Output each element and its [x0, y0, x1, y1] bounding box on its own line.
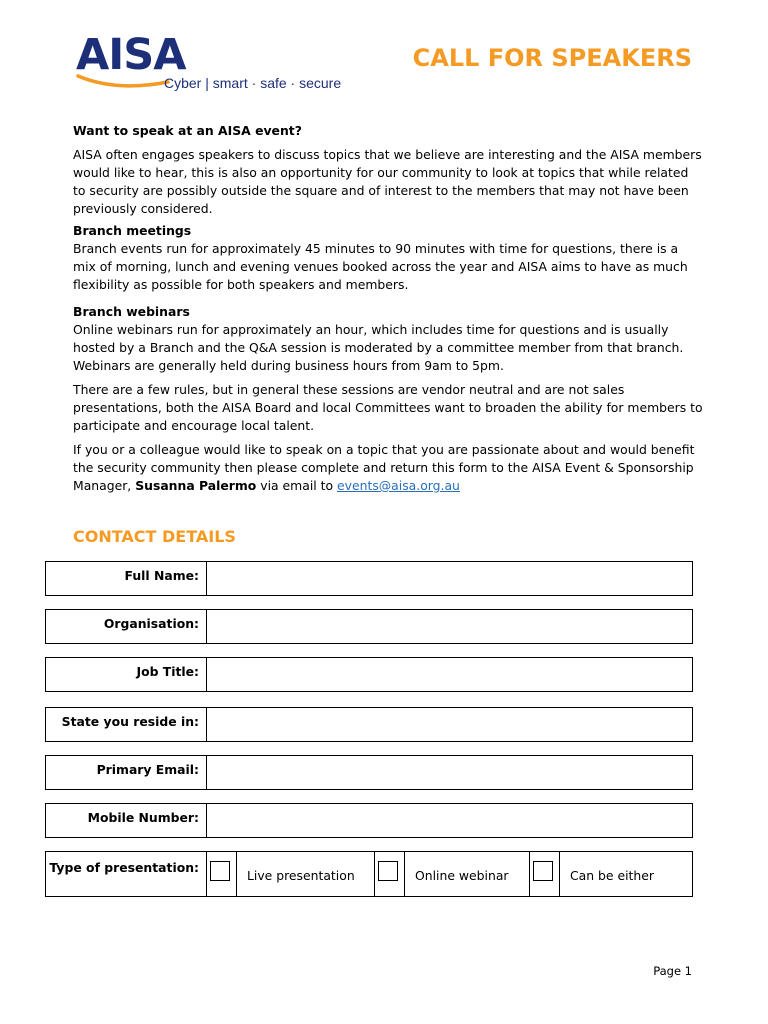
- can-be-either-label: Can be either: [570, 868, 654, 883]
- branch-webinars-text: Online webinars run for approximately an hour, which includes time for questions and is usually hosted by a Branch and the Q&A session is moderated by a committee member from that branch. Webinars are generally held during business hours from 9am to 5pm.: [73, 322, 684, 373]
- job-title-field[interactable]: [207, 658, 692, 691]
- intro-heading: Want to speak at an AISA event?: [73, 123, 302, 138]
- full-name-row: [45, 561, 693, 596]
- can-be-either-checkbox[interactable]: [533, 861, 553, 881]
- state-label: State you reside in:: [46, 708, 207, 741]
- either-option-cell: [530, 852, 560, 896]
- state-row: [45, 707, 693, 742]
- job-title-label: Job Title:: [46, 658, 207, 691]
- organisation-label: Organisation:: [46, 610, 207, 643]
- webinar-option-cell: [375, 852, 405, 896]
- organisation-row: [45, 609, 693, 644]
- presentation-type-row: [45, 851, 693, 897]
- logo-tagline: Cyber | smart · safe · secure: [164, 75, 342, 91]
- rules-paragraph: There are a few rules, but in general these sessions are vendor neutral and are not sales presentations, both the AISA Board and local Committees want to broaden the ability for members to participate and encourage local talent.: [73, 382, 703, 433]
- mobile-field[interactable]: [207, 804, 692, 837]
- email-label: Primary Email:: [46, 756, 207, 789]
- job-title-row: [45, 657, 693, 692]
- organisation-field[interactable]: [207, 610, 692, 643]
- closing-text-before: If you or a colleague would like to speak on a topic that you are passionate about and would benefit the security community then please complete and return this form to the AISA Event & Sponsorship Manager,: [73, 442, 695, 493]
- closing-paragraph: [73, 441, 703, 495]
- online-webinar-label: Online webinar: [405, 852, 530, 896]
- online-webinar-checkbox[interactable]: [378, 861, 398, 881]
- presentation-options: [207, 852, 692, 896]
- intro-paragraph: AISA often engages speakers to discuss topics that we believe are interesting and the AISA members would like to hear, this is also an opportunity for our community to look at topics that while related to security are possibly outside the square and of interest to the members that may not have been previously considered.: [73, 147, 702, 216]
- email-row: [45, 755, 693, 790]
- page-title: CALL FOR SPEAKERS: [412, 44, 692, 72]
- live-presentation-label: Live presentation: [237, 852, 375, 896]
- contact-name: Susanna Palermo: [135, 478, 257, 493]
- email-link[interactable]: events@aisa.org.au: [337, 478, 460, 493]
- mobile-row: [45, 803, 693, 838]
- branch-meetings-heading: Branch meetings: [73, 223, 192, 238]
- state-field[interactable]: [207, 708, 692, 741]
- presentation-type-label: Type of presentation:: [46, 852, 207, 896]
- live-option-cell: [207, 852, 237, 896]
- branch-meetings-text: Branch events run for approximately 45 minutes to 90 minutes with time for questions, there is a mix of morning, lunch and evening venues booked across the year and AISA aims to have as much flexibility as possible for both speakers and members.: [73, 241, 688, 292]
- page-number: Page 1: [653, 964, 692, 978]
- intro-text: [73, 122, 703, 501]
- full-name-field[interactable]: [207, 562, 692, 595]
- logo-wordmark: AISA: [76, 30, 186, 80]
- mobile-label: Mobile Number:: [46, 804, 207, 837]
- contact-details-title: CONTACT DETAILS: [73, 527, 236, 546]
- live-presentation-checkbox[interactable]: [210, 861, 230, 881]
- aisa-logo: [76, 32, 366, 94]
- closing-text-mid: via email to: [256, 478, 338, 493]
- branch-webinars-heading: Branch webinars: [73, 304, 190, 319]
- full-name-label: Full Name:: [46, 562, 207, 595]
- email-field[interactable]: [207, 756, 692, 789]
